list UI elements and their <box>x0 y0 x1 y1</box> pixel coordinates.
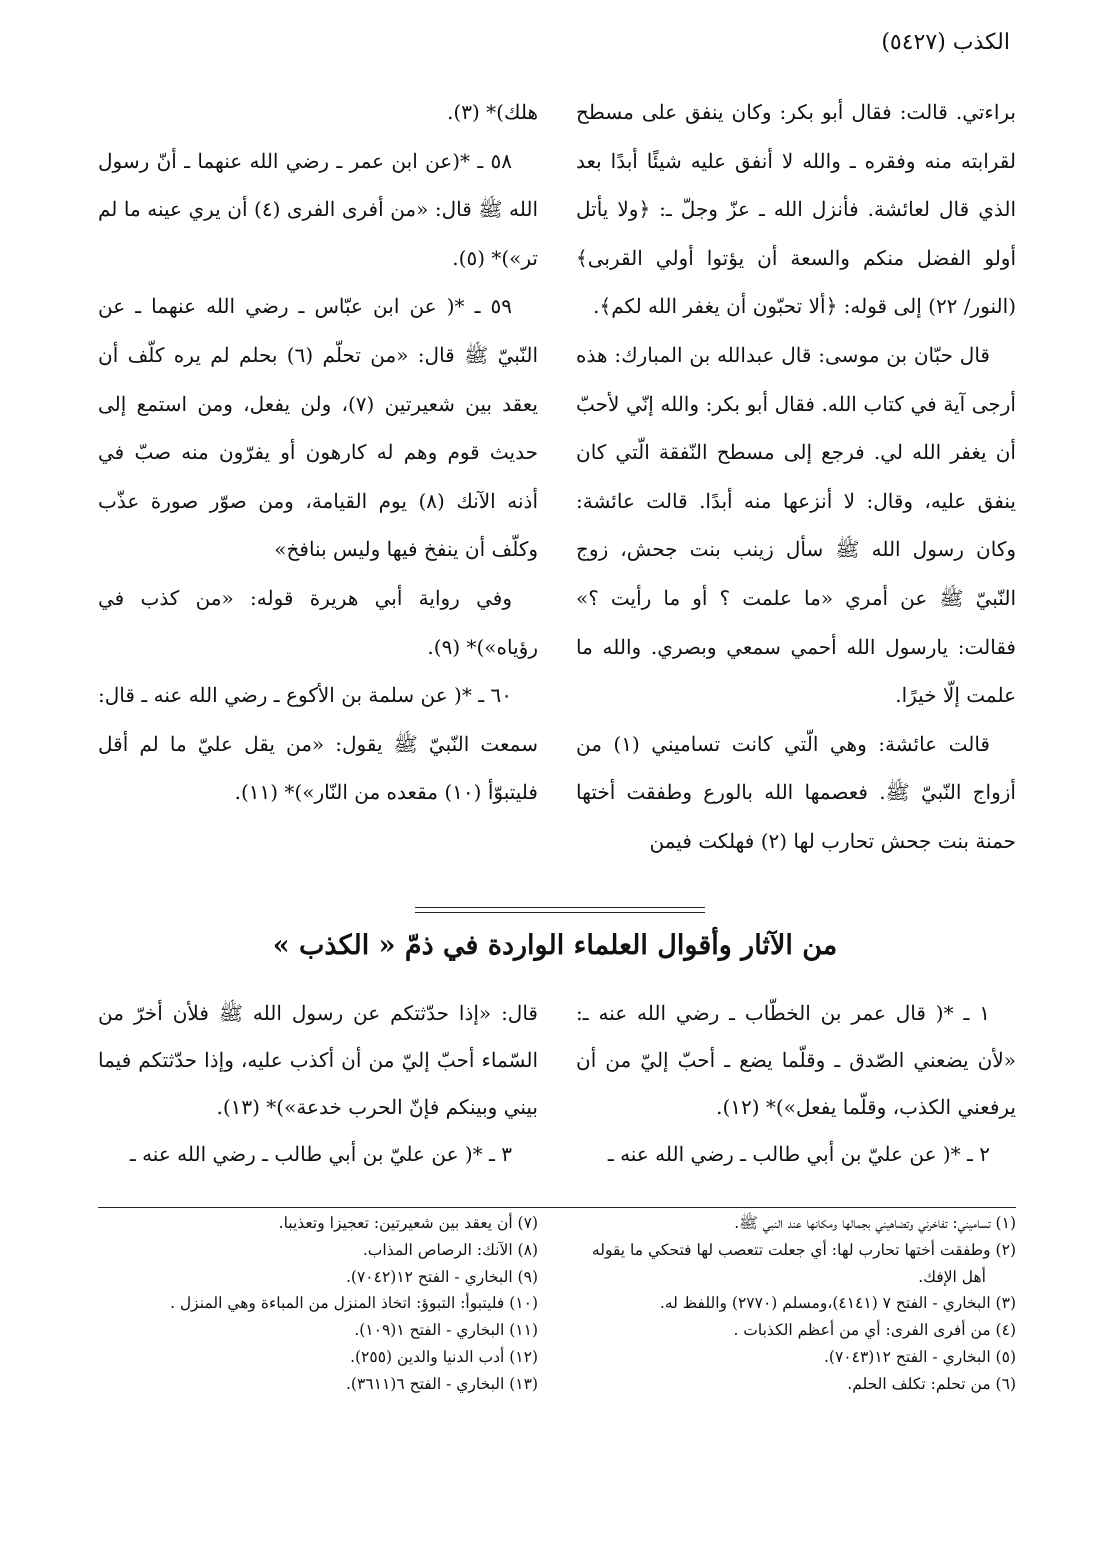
athar-1: ١ ـ *( قال عمر بن الخطّاب ـ رضي الله عنه ـ: «لأن يضعني الصّدق ـ وقلّما يضع ـ أحبّ إليّ من أن يرفعني الكذب، وقلّما يفعل»)* (١٢). <box>576 1001 1016 1119</box>
section-divider <box>415 907 705 913</box>
lower-text-columns <box>98 990 1016 1200</box>
lower-left-column <box>98 990 538 1200</box>
footnote: (١٠) فليتبوأ: التبوؤ: اتخاذ المنزل من المباءة وهي المنزل . <box>170 1294 538 1313</box>
footnote-separator <box>98 1207 1016 1208</box>
footnote: (١١) البخاري - الفتح ١(١٠٩). <box>354 1321 538 1340</box>
paragraph: هلك)* (٣). <box>447 100 538 124</box>
paragraph: قالت عائشة: وهي الّتي كانت تساميني (١) من أزواج النّبيّ ﷺ. فعصمها الله بالورع وطفقت أختها حمنة بنت جحش تحارب لها (٢) فهلكت فيمن <box>576 731 1016 853</box>
footnote: (٢) وطفقت أختها تحارب لها: أي جعلت تتعصب لها فتحكي ما يقوله أهل الإفك. <box>591 1240 1016 1286</box>
athar-2: ٢ ـ *( عن عليّ بن أبي طالب ـ رضي الله عنه ـ <box>607 1142 990 1166</box>
paragraph: براءتي. قالت: فقال أبو بكر: وكان ينفق على مسطح لقرابته منه وفقره ـ والله لا أنفق عليه شيئًا أبدًا بعد الذي قال لعائشة. فأنزل الله ـ عزّ وجلّ ـ: ﴿ولا يأتل أولو الفضل منكم والسعة أن يؤتوا أولي القربى﴾ (النور/ ٢٢) إلى قوله: ﴿ألا تحبّون أن يغفر الله لكم﴾. <box>576 100 1016 319</box>
footnote: (٦) من تحلم: تكلف الحلم. <box>847 1374 1016 1393</box>
footnote: (١) تساميني: تفاخرني وتضاهيني بجمالها ومكانها عند النبي ﷺ. <box>734 1214 1016 1232</box>
footnote: (٤) من أفرى الفرى: أي من أعظم الكذبات . <box>733 1321 1016 1340</box>
section-title: من الآثار وأقوال العلماء الواردة في ذمّ « الكذب » <box>272 930 838 961</box>
running-head: الكذب (٥٤٢٧) <box>881 30 1010 55</box>
footnotes-left-column <box>98 1210 538 1490</box>
footnote: (٨) الآنك: الرصاص المذاب. <box>362 1240 538 1259</box>
footnote: (١٢) أدب الدنيا والدين (٢٥٥). <box>350 1347 538 1366</box>
upper-left-column <box>98 88 538 888</box>
footnote: (٩) البخاري - الفتح ١٢(٧٠٤٢). <box>345 1267 538 1286</box>
upper-right-column <box>576 88 1016 888</box>
paragraph: قال: «إذا حدّثتكم عن رسول الله ﷺ فلأن أخرّ من السّماء أحبّ إليّ من أن أكذب عليه، وإذا حدّثتكم فيما بيني وبينكم فإنّ الحرب خدعة»)* (١٣). <box>98 1001 539 1119</box>
hadith-60: ٦٠ ـ *( عن سلمة بن الأكوع ـ رضي الله عنه ـ قال: سمعت النّبيّ ﷺ يقول: «من يقل عليّ ما لم أقل فليتبوّأ (١٠) مقعده من النّار»)* (١١). <box>98 683 538 805</box>
footnotes <box>98 1210 1016 1490</box>
footnote: (١٣) البخاري - الفتح ٦(٣٦١١). <box>345 1374 538 1393</box>
paragraph: وفي رواية أبي هريرة قوله: «من كذب في رؤياه»)* (٩). <box>98 585 538 659</box>
footnote: (٣) البخاري - الفتح ٧ (٤١٤١)،ومسلم (٢٧٧٠) واللفظ له. <box>659 1294 1016 1313</box>
paragraph: قال حبّان بن موسى: قال عبدالله بن المبارك: هذه أرجى آية في كتاب الله. فقال أبو بكر: والله إنّي لأحبّ أن يغفر الله لي. فرجع إلى مسطح النّفقة الّتي كان ينفق عليه، وقال: لا أنزعها منه أبدًا. قالت عائشة: وكان رسول الله ﷺ سأل زينب بنت جحش، زوج النّبيّ ﷺ عن أمري «ما علمت ؟ أو ما رأيت ؟» فقالت: يارسول الله أحمي سمعي وبصري. والله ما علمت إلّا خيرًا. <box>576 342 1016 708</box>
footnotes-right-column <box>576 1210 1016 1490</box>
hadith-59: ٥٩ ـ *( عن ابن عبّاس ـ رضي الله عنهما ـ عن النّبيّ ﷺ قال: «من تحلّم (٦) بحلم لم يره كلّف أن يعقد بين شعيرتين (٧)، ولن يفعل، ومن استمع إلى حديث قوم وهم له كارهون أو يفرّون منه صبّ في أذنه الآنك (٨) يوم القيامة، ومن صوّر صورة عذّب وكلّف أن ينفخ فيها وليس بنافخ» <box>98 294 539 562</box>
lower-right-column <box>576 990 1016 1200</box>
footnote: (٥) البخاري - الفتح ١٢(٧٠٤٣). <box>823 1347 1016 1366</box>
athar-3: ٣ ـ *( عن عليّ بن أبي طالب ـ رضي الله عنه ـ <box>129 1142 512 1166</box>
upper-text-columns <box>98 88 1016 888</box>
footnote: (٧) أن يعقد بين شعيرتين: تعجيزا وتعذيبا. <box>278 1214 538 1232</box>
hadith-58: ٥٨ ـ *(عن ابن عمر ـ رضي الله عنهما ـ أنّ رسول الله ﷺ قال: «من أفرى الفرى (٤) أن يري عينه ما لم تر»)* (٥). <box>98 148 538 270</box>
